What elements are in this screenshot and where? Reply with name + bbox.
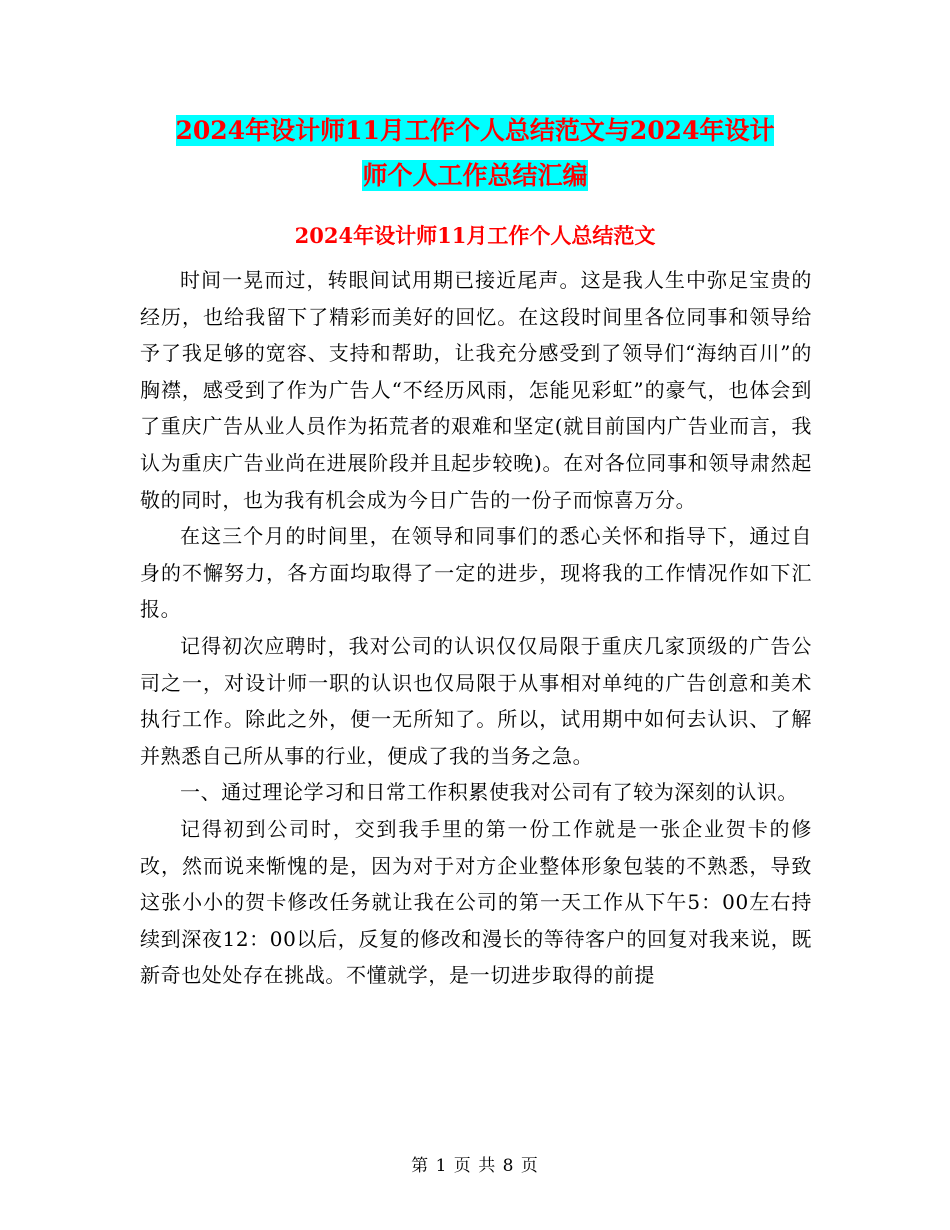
- paragraph: 在这三个月的时间里，在领导和同事们的悉心关怀和指导下，通过自身的不懈努力，各方面均取得了一定的进步，现将我的工作情况作如下汇报。: [140, 524, 812, 622]
- page-footer: 第 1 页 共 8 页: [411, 1156, 539, 1176]
- title-line-2: 师个人工作总结汇编: [362, 161, 588, 190]
- paragraph: 记得初次应聘时，我对公司的认识仅仅局限于重庆几家顶级的广告公司之一，对设计师一职的认识也仅局限于从事相对单纯的广告创意和美术执行工作。除此之外，便一无所知了。所以，试用期中如何去认识、了解并熟悉自己所从事的行业，便成了我的当务之急。: [140, 633, 812, 768]
- title-line-1: 2024年设计师11月工作个人总结范文与2024年设计: [175, 116, 775, 145]
- section-subtitle: 2024年设计师11月工作个人总结范文: [294, 223, 656, 248]
- paragraph: 时间一晃而过，转眼间试用期已接近尾声。这是我人生中弥足宝贵的经历，也给我留下了精彩而美好的回忆。在这段时间里各位同事和领导给予了我足够的宽容、支持和帮助，让我充分感受到了领导们“海纳百川”的胸襟，感受到了作为广告人“不经历风雨，怎能见彩虹”的豪气，也体会到了重庆广告从业人员作为拓荒者的艰难和坚定(就目前国内广告业而言，我认为重庆广告业尚在进展阶段并且起步较晚)。在对各位同事和领导肃然起敬的同时，也为我有机会成为今日广告的一份子而惊喜万分。: [140, 268, 812, 512]
- paragraph: 一、通过理论学习和日常工作积累使我对公司有了较为深刻的认识。: [180, 780, 798, 805]
- paragraph: 记得初到公司时，交到我手里的第一份工作就是一张企业贺卡的修改，然而说来惭愧的是，因为对于对方企业整体形象包装的不熟悉，导致这张小小的贺卡修改任务就让我在公司的第一天工作从下午5：00左右持续到深夜12：00以后，反复的修改和漫长的等待客户的回复对我来说，既新奇也处处存在挑战。不懂就学，是一切进步取得的前提: [140, 816, 812, 988]
- body-text: [140, 262, 812, 994]
- document-title: [140, 108, 810, 198]
